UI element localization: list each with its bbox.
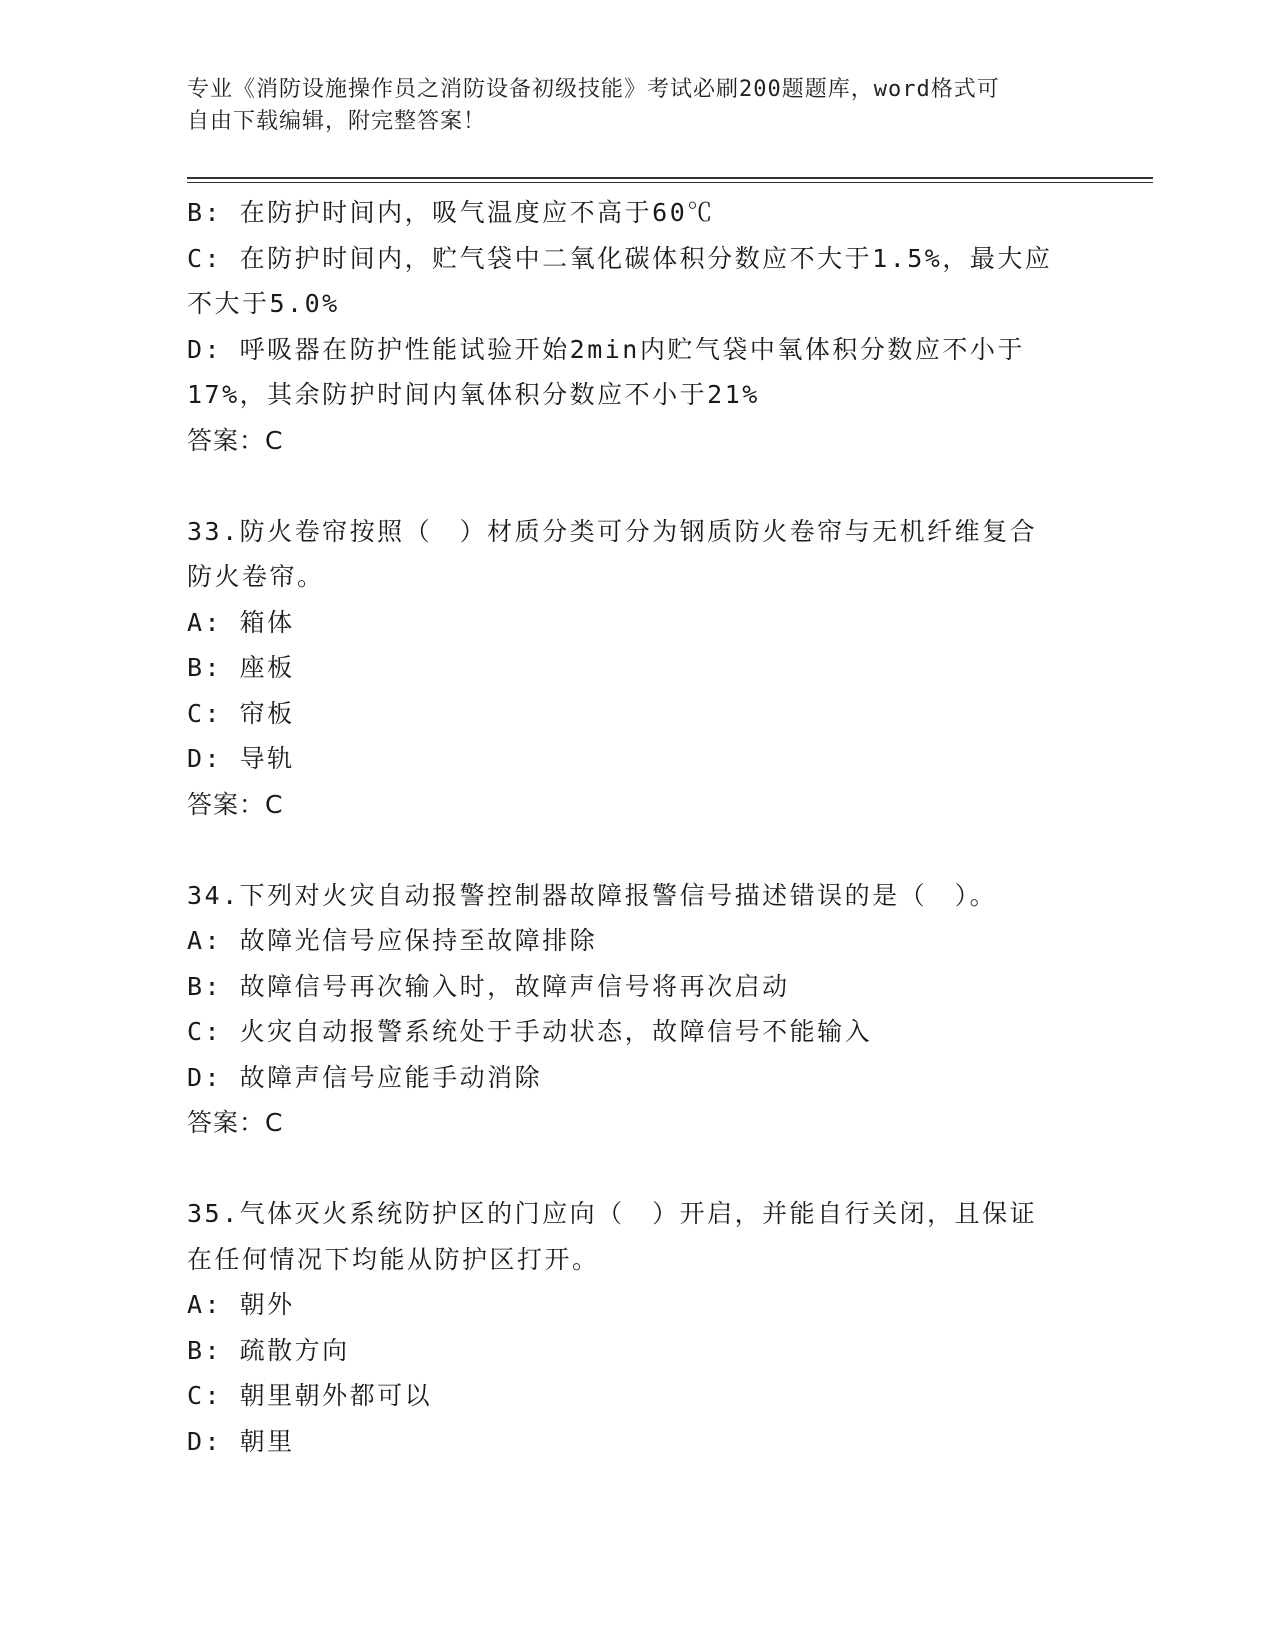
option-b: B: 疏散方向: [187, 1335, 350, 1365]
option-c: C: 帘板: [187, 698, 295, 728]
option-d: D: 朝里: [187, 1426, 295, 1456]
option-b: B: 在防护时间内，吸气温度应不高于60℃: [187, 198, 715, 227]
question-stem-line-2: 防火卷帘。: [187, 562, 325, 591]
question-stem-line-1: 33.防火卷帘按照（ ）材质分类可分为钢质防火卷帘与无机纤维复合: [187, 516, 1038, 546]
option-c-line-2: 不大于5.0%: [187, 289, 340, 318]
header-rule-thick: [187, 177, 1153, 179]
question-stem-line-1: 35.气体灭火系统防护区的门应向（ ）开启，并能自行关闭，且保证: [187, 1199, 1038, 1228]
previous-question-continuation: [187, 190, 1087, 463]
option-b: B: 座板: [187, 653, 295, 682]
option-c-line-1: C: 在防护时间内，贮气袋中二氧化碳体积分数应不大于1.5%，最大应: [187, 243, 1053, 273]
answer: 答案：C: [187, 1108, 284, 1137]
option-d: D: 导轨: [187, 744, 295, 773]
answer: 答案：C: [187, 425, 284, 455]
header-rule-thin: [187, 182, 1153, 183]
option-a: A: 箱体: [187, 607, 295, 637]
question-stem: 34.下列对火灾自动报警控制器故障报警信号描述错误的是（ ）。: [187, 880, 998, 910]
header-line-2: 自由下载编辑，附完整答案！: [187, 109, 487, 134]
answer: 答案：C: [187, 789, 284, 819]
document-body: [187, 190, 1087, 1464]
option-c: C: 朝里朝外都可以: [187, 1381, 433, 1410]
option-b: B: 故障信号再次输入时，故障声信号将再次启动: [187, 971, 790, 1001]
question-stem-line-2: 在任何情况下均能从防护区打开。: [187, 1244, 600, 1274]
question-33: [187, 509, 1087, 828]
header-line-1: 专业《消防设施操作员之消防设备初级技能》考试必刷200题题库，word格式可: [187, 77, 1000, 102]
question-35: [187, 1191, 1087, 1464]
option-a: A: 故障光信号应保持至故障排除: [187, 926, 598, 955]
option-d-line-2: 17%，其余防护时间内氧体积分数应不小于21%: [187, 380, 760, 409]
document-header: [187, 74, 1087, 138]
option-d-line-1: D: 呼吸器在防护性能试验开始2min内贮气袋中氧体积分数应不小于: [187, 334, 1025, 364]
question-34: [187, 873, 1087, 1146]
option-c: C: 火灾自动报警系统处于手动状态，故障信号不能输入: [187, 1017, 873, 1046]
option-d: D: 故障声信号应能手动消除: [187, 1062, 543, 1092]
option-a: A: 朝外: [187, 1290, 295, 1319]
